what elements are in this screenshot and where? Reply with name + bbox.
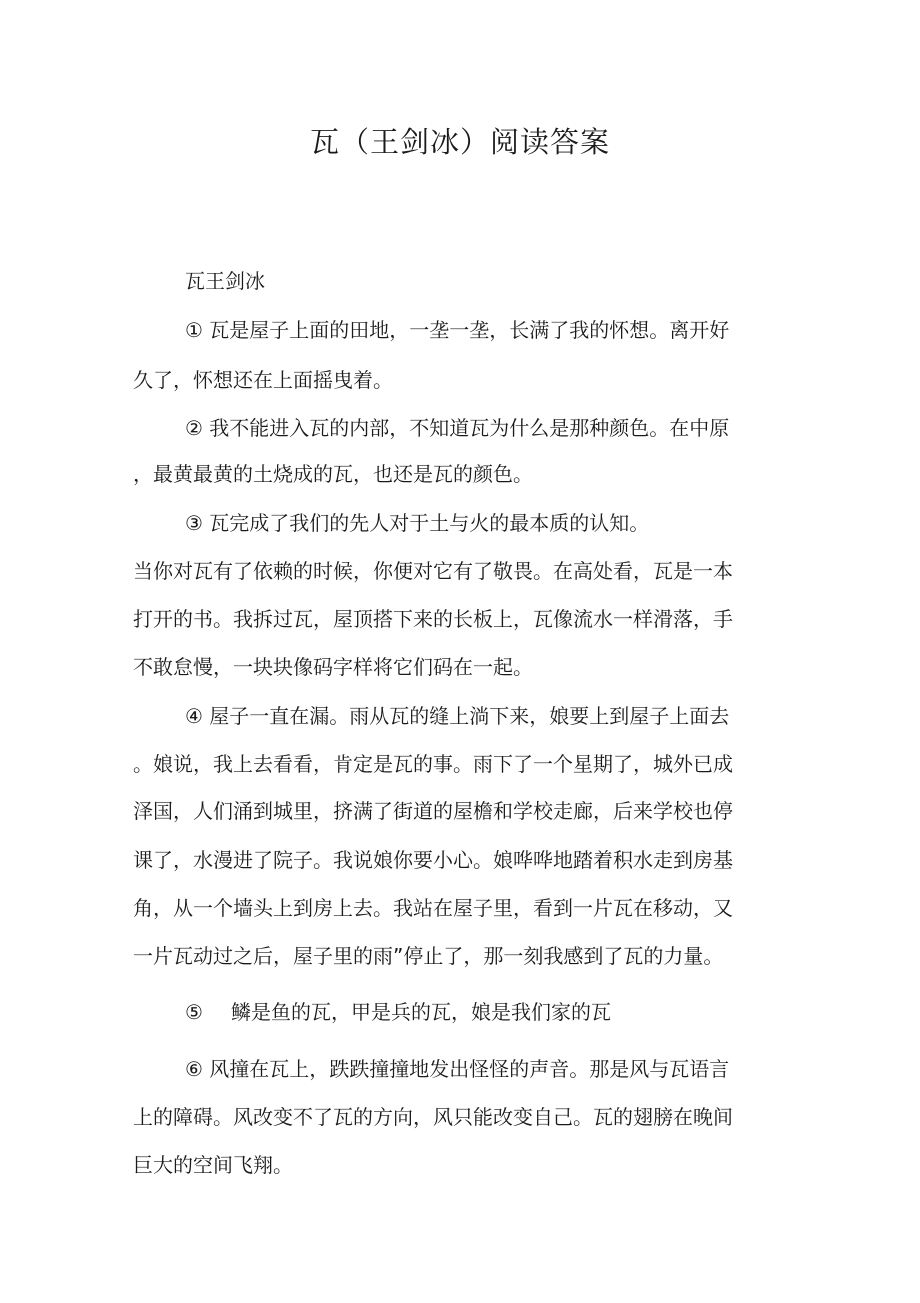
paragraph-4-line-2: 。娘说，我上去看看，肯定是瓦的事。雨下了一个星期了，城外已成 — [133, 752, 733, 776]
paragraph-2-line-2: ，最黄最黄的土烧成的瓦，也还是瓦的颜色。 — [133, 462, 533, 486]
paragraph-4-line-1: ④ 屋子一直在漏。雨从瓦的缝上淌下来，娘要上到屋子上面去 — [185, 704, 730, 728]
paragraph-6-line-1: ⑥ 风撞在瓦上，跌跌撞撞地发出怪怪的声音。那是风与瓦语言 — [185, 1057, 730, 1081]
paragraph-4-line-5: 角，从一个墙头上到房上去。我站在屋子里，看到一片瓦在移动，又 — [133, 896, 733, 920]
paragraph-3-line-2: 当你对瓦有了依赖的时候，你便对它有了敬畏。在高处看，瓦是一本 — [133, 559, 733, 583]
paragraph-3-line-3: 打开的书。我拆过瓦，屋顶搭下来的长板上，瓦像流水一样滑落，手 — [133, 607, 733, 631]
paragraph-3-line-1: ③ 瓦完成了我们的先人对于土与火的最本质的认知。 — [185, 511, 650, 535]
paragraph-1-line-1: ① 瓦是屋子上面的田地，一垄一垄，长满了我的怀想。离开好 — [185, 318, 730, 342]
page-title: 瓦（王剑冰）阅读答案 — [309, 125, 610, 159]
paragraph-5 — [185, 997, 835, 1027]
paragraph-4-line-4: 课了，水漫进了院子。我说娘你要小心。娘哗哗地踏着积水走到房基 — [133, 848, 733, 872]
paragraph-5-number: ⑤ — [185, 1000, 203, 1024]
paragraph-6-line-2: 上的障碍。风改变不了瓦的方向，风只能改变自己。瓦的翅膀在晚间 — [133, 1105, 733, 1129]
subtitle: 瓦王剑冰 — [185, 269, 265, 293]
paragraph-6-line-3: 巨大的空间飞翔。 — [133, 1153, 293, 1177]
paragraph-4-line-6: 一片瓦动过之后，屋子里的雨”停止了，那一刻我感到了瓦的力量。 — [133, 944, 724, 968]
paragraph-2-line-1: ② 我不能进入瓦的内部，不知道瓦为什么是那种颜色。在中原 — [185, 416, 730, 440]
paragraph-4-line-3: 泽国，人们涌到城里，挤满了街道的屋檐和学校走廊，后来学校也停 — [133, 799, 733, 823]
paragraph-1-line-2: 久了，怀想还在上面摇曳着。 — [133, 368, 393, 392]
paragraph-5-text: 鳞是鱼的瓦，甲是兵的瓦，娘是我们家的瓦 — [231, 1000, 611, 1024]
paragraph-3-line-4: 不敢怠慢，一块块像码字样将它们码在一起。 — [133, 655, 533, 679]
